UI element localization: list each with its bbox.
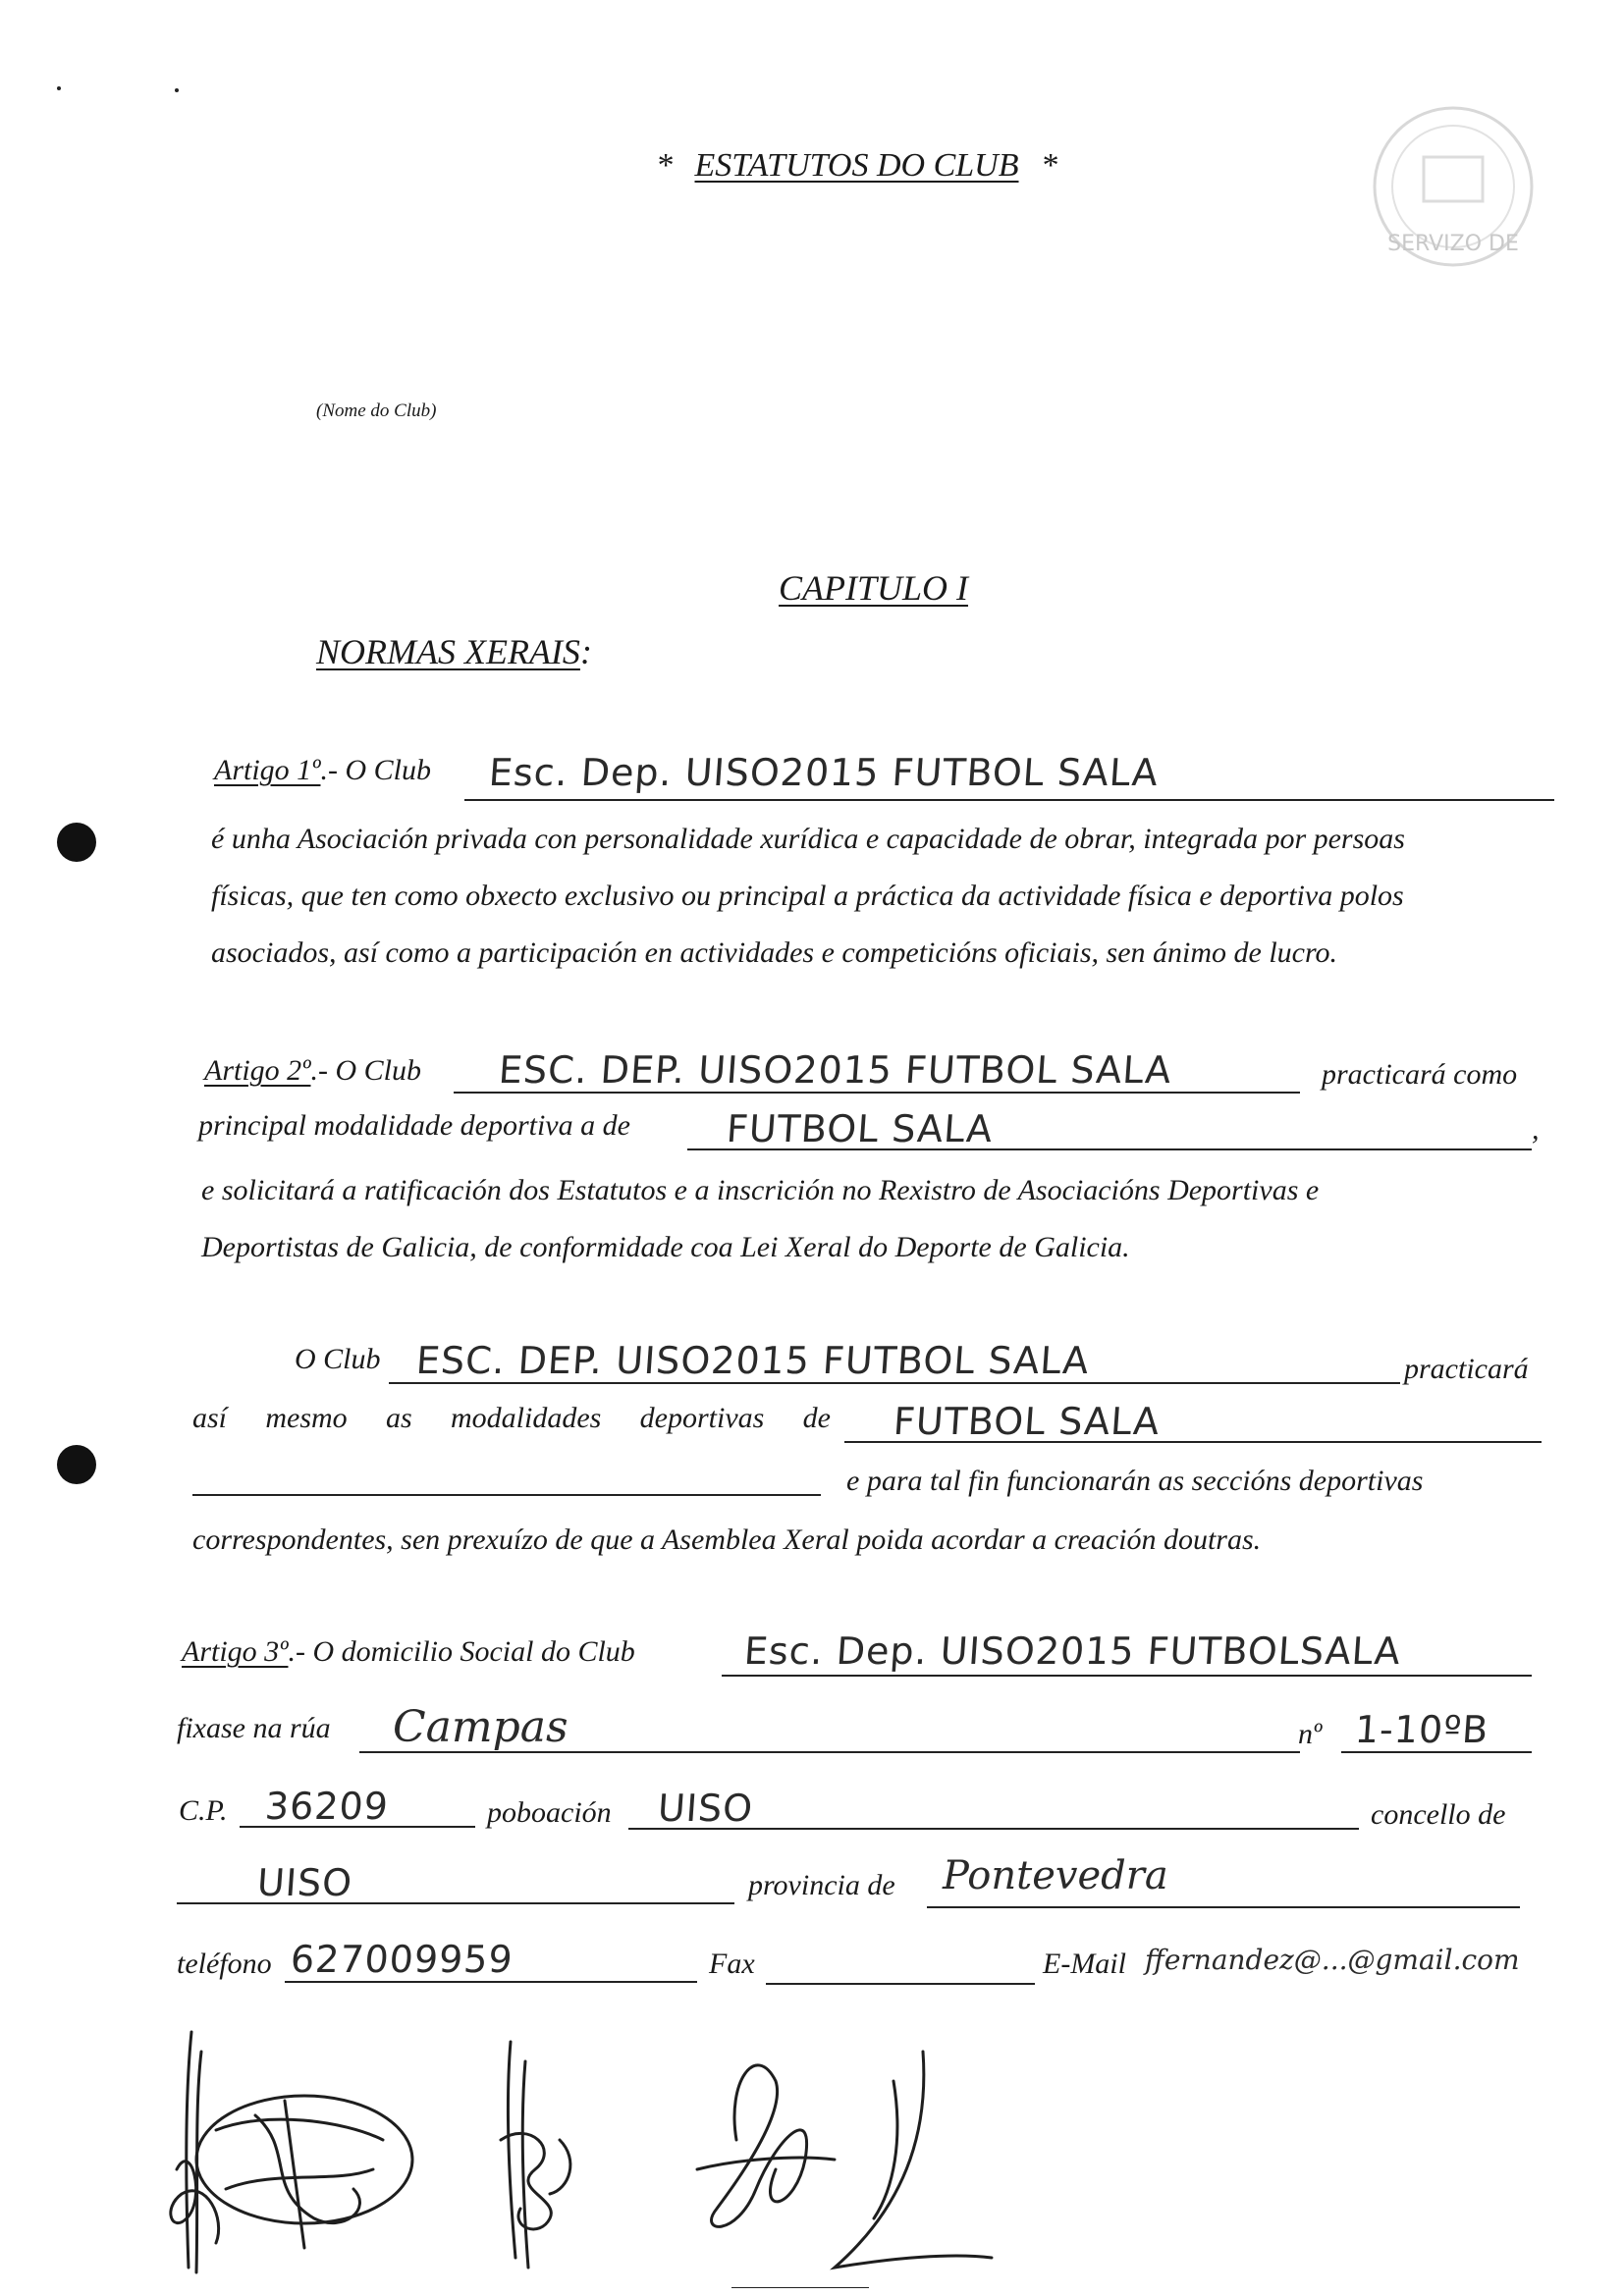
art3-poboacion-handwritten: UISO xyxy=(656,1787,755,1830)
art3-email-label: E-Mail xyxy=(1043,1948,1126,1980)
art1-text-3: asociados, así como a participación en actividades e competicións oficiais, sen ánimo de lucro. xyxy=(211,936,1338,969)
club-name-caption: (Nome do Club) xyxy=(316,400,437,421)
art3-fax-label: Fax xyxy=(709,1948,755,1980)
art3-lead-row xyxy=(182,1635,635,1669)
art2-p2-word: modalidades xyxy=(451,1402,602,1434)
art2-p2-modalidades-handwritten: FUTBOL SALA xyxy=(892,1400,1162,1443)
art1-lead: .- O Club xyxy=(320,754,431,786)
art2-p2-word: as xyxy=(386,1402,412,1434)
art2-line4: Deportistas de Galicia, de conformidade coa Lei Xeral do Deporte de Galicia. xyxy=(201,1231,1130,1263)
art3-fax-line xyxy=(766,1983,1035,1985)
art1-label: Artigo 1º xyxy=(214,754,321,786)
art1-lead-row xyxy=(214,754,431,787)
art2-modalidade-handwritten: FUTBOL SALA xyxy=(725,1107,995,1150)
art1-club-line xyxy=(464,799,1554,801)
art2-p2-line3-tail: e para tal fin funcionarán as seccións deportivas xyxy=(846,1465,1424,1497)
art2-p2-lead: O Club xyxy=(295,1343,381,1375)
art2-lead: .- O Club xyxy=(310,1054,421,1087)
section-heading: NORMAS XERAIS xyxy=(316,632,580,671)
art1-text-1: é unha Asociación privada con personalidade xurídica e capacidade de obrar, integrada por persoas xyxy=(211,823,1405,855)
art3-cp-handwritten: 36209 xyxy=(263,1785,391,1828)
art2-p2-club-line xyxy=(389,1382,1400,1384)
art1-club-handwritten: Esc. Dep. UISO2015 FUTBOL SALA xyxy=(487,751,1161,794)
art3-provincia-handwritten: Pontevedra xyxy=(943,1853,1168,1898)
punch-hole-top xyxy=(57,823,96,862)
art3-concello-label: concello de xyxy=(1371,1798,1506,1831)
art3-club-line xyxy=(722,1675,1532,1677)
art2-p2-word: deportivas xyxy=(639,1402,765,1434)
art2-p2-word: mesmo xyxy=(265,1402,348,1434)
art3-club-handwritten: Esc. Dep. UISO2015 FUTBOLSALA xyxy=(742,1629,1403,1673)
art3-concello-handwritten: UISO xyxy=(255,1861,354,1904)
section-heading-row xyxy=(316,631,592,672)
document-title: ESTATUTOS DO CLUB xyxy=(694,147,1019,184)
art1-text-2: físicas, que ten como obxecto exclusivo ou principal a práctica da actividade física e deportiva polos xyxy=(211,880,1404,912)
art3-provincia-line xyxy=(927,1906,1520,1908)
art2-p2-word: así xyxy=(192,1402,228,1434)
chapter-heading: CAPITULO I xyxy=(779,568,969,608)
art3-telefono-line xyxy=(285,1981,697,1983)
art3-rua-label: fixase na rúa xyxy=(177,1712,331,1744)
art3-poboacion-label: poboación xyxy=(487,1796,612,1829)
art3-email-handwritten: ffernandez@...@gmail.com xyxy=(1145,1944,1520,1976)
art2-line2-lead: principal modalidade deportiva a de xyxy=(198,1109,630,1142)
art2-p2-tail: practicará xyxy=(1404,1353,1529,1385)
art2-tail: practicará como xyxy=(1322,1058,1518,1091)
art2-p2-blank-line xyxy=(192,1494,821,1496)
official-stamp xyxy=(1335,103,1571,270)
art2-club-handwritten: ESC. DEP. UISO2015 FUTBOL SALA xyxy=(497,1048,1173,1092)
art3-provincia-label: provincia de xyxy=(748,1869,895,1901)
art3-num-label: nº xyxy=(1298,1718,1323,1750)
art2-club-line xyxy=(454,1092,1300,1094)
stamp-text: SERVIZO DE xyxy=(1387,232,1519,256)
art3-num-handwritten: 1-10ºB xyxy=(1353,1708,1490,1751)
document-title-row xyxy=(656,147,1057,185)
art2-p2-line2 xyxy=(192,1402,831,1435)
title-star-left: * xyxy=(656,147,673,184)
scan-speck xyxy=(175,88,179,92)
section-colon: : xyxy=(579,632,592,671)
art3-lead: .- O domicilio Social do Club xyxy=(288,1635,635,1668)
art2-p2-club-handwritten: ESC. DEP. UISO2015 FUTBOL SALA xyxy=(414,1339,1091,1382)
art3-telefono-handwritten: 627009959 xyxy=(289,1938,515,1981)
signatures xyxy=(147,2022,1227,2287)
art3-cp-label: C.P. xyxy=(179,1794,228,1827)
art3-label: Artigo 3º xyxy=(182,1635,289,1668)
art2-p2-word: de xyxy=(802,1402,831,1434)
art3-telefono-label: teléfono xyxy=(177,1948,272,1980)
art2-p2-line4: correspondentes, sen prexuízo de que a Asemblea Xeral poida acordar a creación doutras. xyxy=(192,1523,1262,1556)
art2-line3: e solicitará a ratificación dos Estatutos e a inscrición no Rexistro de Asociacións Deportivas e xyxy=(201,1174,1320,1206)
art3-num-line xyxy=(1341,1751,1532,1753)
art2-lead-row xyxy=(204,1054,421,1088)
title-star-right: * xyxy=(1041,147,1057,184)
punch-hole-bottom xyxy=(57,1445,96,1484)
art3-rua-handwritten: Campas xyxy=(393,1702,568,1752)
art2-line2-tail: , xyxy=(1532,1113,1540,1146)
signature-line xyxy=(731,2287,869,2288)
scan-speck xyxy=(57,86,61,90)
art2-label: Artigo 2º xyxy=(204,1054,311,1087)
